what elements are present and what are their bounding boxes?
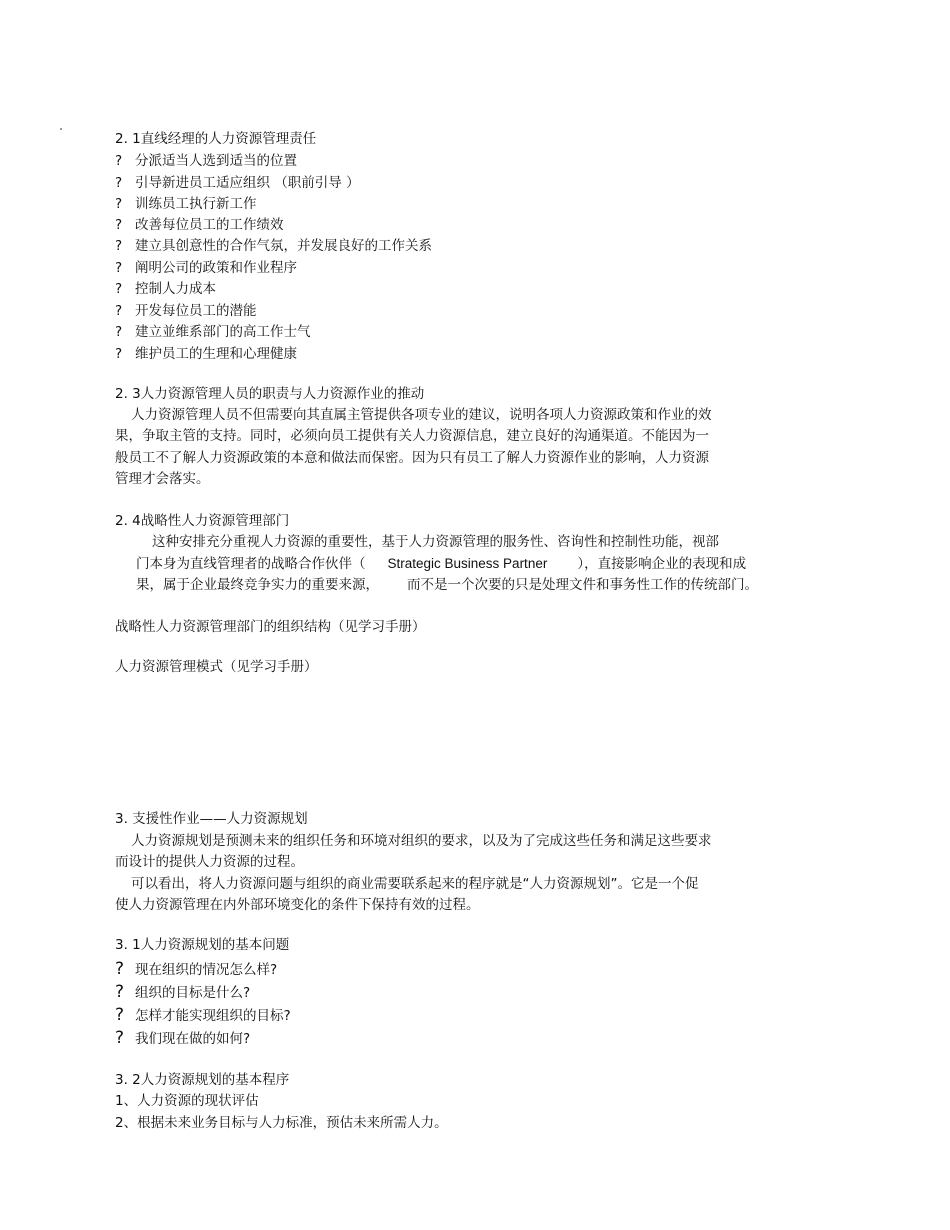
paragraph-line: 果，属于企业最终竞争实力的重要来源， 而不是一个次要的只是处理文件和事务性工作的传统部门。 — [136, 577, 758, 593]
list-item: ? 控制人力成本 — [115, 281, 216, 297]
paragraph-line: 果，争取主管的支持。同时，必须向员工提供有关人力资源信息，建立良好的沟通渠道。不能因为一 — [115, 428, 709, 444]
list-item: ? 组织的目标是什么? — [115, 982, 251, 1002]
paragraph-line: 人力资源管理人员不但需要向其直属主管提供各项专业的建议，说明各项人力资源政策和作业的效 — [131, 407, 712, 423]
section-3-2-heading: 3. 2人力资源规划的基本程序 — [115, 1072, 290, 1088]
list-item: ? 建立並维系部门的高工作士气 — [115, 324, 311, 340]
bullet-icon: ? — [115, 959, 125, 979]
list-item: ? 改善每位员工的工作绩效 — [115, 217, 284, 233]
paragraph-line: 这种安排充分重视人力资源的重要性，基于人力资源管理的服务性、咨询性和控制性功能，视部 — [152, 534, 719, 550]
list-item: ? 建立具创意性的合作气氛，并发展良好的工作关系 — [115, 238, 432, 254]
list-item: ? 引导新进员工适应组织 （职前引导 ） — [115, 175, 360, 191]
list-item: ? 现在组织的情况怎么样? — [115, 959, 278, 979]
paragraph-line: 人力资源规划是预测未来的组织任务和环境对组织的要求，以及为了完成这些任务和满足这些要求 — [131, 833, 712, 849]
hr-model-note: 人力资源管理模式（见学习手册） — [115, 659, 318, 675]
section-2-3-heading: 2. 3人力资源管理人员的职责与人力资源作业的推动 — [115, 386, 425, 402]
bullet-icon: ? — [115, 346, 123, 362]
section-2-4-heading: 2. 4战略性人力资源管理部门 — [115, 513, 290, 529]
section-3-heading: 3. 支援性作业——人力资源规划 — [115, 811, 308, 827]
bullet-icon: ? — [115, 1005, 125, 1025]
bullet-icon: ? — [115, 324, 123, 340]
list-item: ? 我们现在做的如何? — [115, 1028, 251, 1048]
bullet-icon: ? — [115, 153, 123, 169]
bullet-icon: ? — [115, 217, 123, 233]
list-item: ? 训练员工执行新工作 — [115, 196, 257, 212]
list-item: ? 维护员工的生理和心理健康 — [115, 346, 297, 362]
scan-speck — [60, 128, 62, 130]
org-structure-note: 战略性人力资源管理部门的组织结构（见学习手册） — [115, 619, 426, 635]
bullet-icon: ? — [115, 238, 123, 254]
list-item: ? 开发每位员工的潜能 — [115, 303, 257, 319]
paragraph-line: 而设计的提供人力资源的过程。 — [115, 854, 304, 870]
bullet-icon: ? — [115, 175, 123, 191]
bullet-icon: ? — [115, 260, 123, 276]
bullet-icon: ? — [115, 281, 123, 297]
list-item: ? 阐明公司的政策和作业程序 — [115, 260, 297, 276]
bullet-icon: ? — [115, 196, 123, 212]
english-term: Strategic Business Partner — [387, 556, 548, 571]
paragraph-line: 般员工不了解人力资源政策的本意和做法而保密。因为只有员工了解人力资源作业的影响，人力资源 — [115, 450, 709, 466]
section-3-1-heading: 3. 1人力资源规划的基本问题 — [115, 937, 290, 953]
list-item: 1、人力资源的现状评估 — [115, 1093, 259, 1109]
list-item: ? 怎样才能实现组织的目标? — [115, 1005, 291, 1025]
paragraph-line: 管理才会落实。 — [115, 471, 210, 487]
bullet-icon: ? — [115, 1028, 125, 1048]
list-item: ? 分派适当人选到适当的位置 — [115, 153, 297, 169]
section-2-1-heading: 2. 1直线经理的人力资源管理责任 — [115, 131, 317, 147]
bullet-icon: ? — [115, 982, 125, 1002]
paragraph-line: 使人力资源管理在内外部环境变化的条件下保持有效的过程。 — [115, 897, 480, 913]
paragraph-line: 门本身为直线管理者的战略合作伙伴（ Strategic Business Partner ），直接影响企业的表现和成 — [136, 556, 747, 572]
list-item: 2、根据未来业务目标与人力标准，预估未来所需人力。 — [115, 1115, 448, 1131]
paragraph-line: 可以看出，将人力资源问题与组织的商业需要联系起来的程序就是“人力资源规划”。它是一个促 — [131, 876, 699, 892]
bullet-icon: ? — [115, 303, 123, 319]
